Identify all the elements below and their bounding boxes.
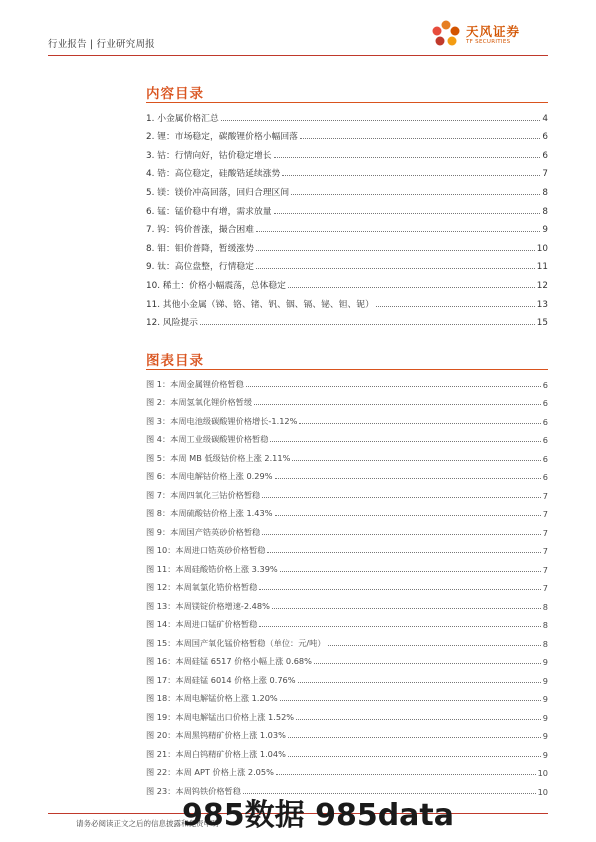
figure-entry-page-number: 6 bbox=[542, 453, 548, 464]
flower-logo-icon bbox=[430, 18, 462, 50]
figure-entry-page-number: 7 bbox=[542, 564, 548, 575]
figure-entry[interactable] bbox=[146, 741, 548, 760]
dot-leader bbox=[300, 138, 540, 139]
toc-entry-label: 4. 锆：高位稳定，硅酸锆延续涨势 bbox=[146, 169, 281, 180]
dot-leader bbox=[221, 120, 541, 121]
dot-leader bbox=[299, 423, 540, 424]
figure-entry-label: 图 17：本周硅锰 6014 价格上涨 0.76% bbox=[146, 674, 296, 685]
figure-entry-label: 图 13：本周镁锭价格增速-2.48% bbox=[146, 600, 270, 611]
figure-entry-page-number: 8 bbox=[542, 638, 548, 649]
toc-entry-label: 11. 其他小金属（锑、铬、锗、钒、铟、镉、铋、钽、铌） bbox=[146, 299, 374, 310]
figure-entry-page-number: 7 bbox=[542, 509, 548, 519]
toc-entry-label: 5. 镁：镁价冲高回落，回归合理区间 bbox=[146, 187, 290, 198]
dot-leader bbox=[292, 460, 540, 461]
lof-divider bbox=[146, 369, 548, 370]
dot-leader bbox=[274, 157, 541, 158]
figure-entry[interactable] bbox=[146, 612, 548, 631]
dot-leader bbox=[275, 515, 541, 516]
figure-entry[interactable] bbox=[146, 519, 548, 538]
lof-title: 图表目录 bbox=[146, 353, 204, 369]
figure-entry-page-number: 8 bbox=[542, 601, 548, 612]
toc-list bbox=[146, 105, 548, 328]
toc-entry-page-number: 9 bbox=[542, 225, 548, 236]
toc-entry-page-number: 7 bbox=[542, 169, 548, 180]
figure-entry[interactable] bbox=[146, 649, 548, 668]
dot-leader bbox=[280, 571, 541, 572]
dot-leader bbox=[288, 756, 541, 757]
toc-entry[interactable] bbox=[146, 179, 548, 198]
logo-subtitle: TF SECURITIES bbox=[466, 39, 511, 45]
figure-entry[interactable] bbox=[146, 593, 548, 612]
figure-entry-page-number: 6 bbox=[542, 416, 548, 427]
toc-entry[interactable] bbox=[146, 124, 548, 143]
figure-entry-label: 图 1：本周金属锂价格暂稳 bbox=[146, 378, 244, 389]
figure-entry-page-number: 7 bbox=[542, 546, 548, 556]
dot-leader bbox=[282, 175, 540, 176]
logo-name: 天风证券 bbox=[466, 24, 521, 39]
company-logo bbox=[430, 18, 548, 50]
header-breadcrumb: 行业报告 | 行业研究周报 bbox=[48, 39, 155, 50]
dot-leader bbox=[288, 737, 541, 738]
figure-entry-label: 图 15：本周国产氧化锰价格暂稳（单位：元/吨） bbox=[146, 637, 326, 648]
figure-entry-label: 图 20：本周黑钨精矿价格上涨 1.03% bbox=[146, 730, 286, 740]
figure-entry-label: 图 7：本周四氧化三钴价格暂稳 bbox=[146, 489, 261, 500]
footer-disclaimer: 请务必阅读正文之后的信息披露和免责申明 bbox=[76, 819, 219, 828]
toc-entry[interactable] bbox=[146, 142, 548, 161]
toc-entry[interactable] bbox=[146, 217, 548, 236]
figure-entry[interactable] bbox=[146, 556, 548, 575]
figure-entry[interactable] bbox=[146, 575, 548, 594]
figure-entry-label: 图 9：本周国产锆英砂价格暂稳 bbox=[146, 526, 261, 537]
toc-entry-label: 10. 稀土：价格小幅震荡，总体稳定 bbox=[146, 280, 286, 291]
dot-leader bbox=[280, 700, 541, 701]
toc-divider bbox=[146, 102, 548, 103]
toc-entry-label: 6. 锰：锰价稳中有增，需求放量 bbox=[146, 206, 272, 217]
figure-entry-page-number: 9 bbox=[542, 712, 548, 723]
toc-entry[interactable] bbox=[146, 310, 548, 329]
figure-list bbox=[146, 371, 548, 797]
toc-entry-label: 8. 钼：钼价普降，暂缓涨势 bbox=[146, 243, 254, 254]
figure-entry[interactable] bbox=[146, 482, 548, 501]
dot-leader bbox=[276, 774, 536, 775]
figure-entry-page-number: 9 bbox=[542, 694, 548, 704]
figure-entry-label: 图 5：本周 MB 低级钴价格上涨 2.11% bbox=[146, 452, 291, 463]
figure-entry-page-number: 9 bbox=[542, 657, 548, 667]
toc-entry[interactable] bbox=[146, 254, 548, 273]
toc-entry-label: 12. 风险提示 bbox=[146, 318, 198, 329]
toc-entry-page-number: 13 bbox=[536, 299, 548, 310]
toc-entry-page-number: 6 bbox=[542, 132, 548, 143]
figure-entry-page-number: 7 bbox=[542, 583, 548, 593]
dot-leader bbox=[200, 324, 535, 325]
figure-entry[interactable] bbox=[146, 427, 548, 446]
toc-entry-page-number: 11 bbox=[536, 262, 548, 273]
figure-entry-page-number: 9 bbox=[542, 749, 548, 760]
figure-entry-label: 图 8：本周硫酸钴价格上涨 1.43% bbox=[146, 508, 273, 518]
dot-leader bbox=[298, 682, 541, 683]
dot-leader bbox=[328, 645, 541, 646]
watermark: 985数据 985data bbox=[182, 798, 454, 833]
toc-entry-label: 3. 钴：行情向好，钴价稳定增长 bbox=[146, 150, 272, 161]
figure-entry[interactable] bbox=[146, 667, 548, 686]
figure-entry-label: 图 22：本周 APT 价格上涨 2.05% bbox=[146, 767, 274, 777]
figure-entry-label: 图 23：本周钨铁价格暂稳 bbox=[146, 785, 241, 796]
figure-entry[interactable] bbox=[146, 760, 548, 779]
figure-entry-page-number: 6 bbox=[542, 379, 548, 390]
dot-leader bbox=[314, 663, 541, 664]
figure-entry-label: 图 3：本周电池级碳酸锂价格增长-1.12% bbox=[146, 415, 298, 426]
dot-leader bbox=[296, 719, 541, 720]
figure-entry[interactable] bbox=[146, 445, 548, 464]
figure-entry-label: 图 21：本周白钨精矿价格上涨 1.04% bbox=[146, 748, 286, 759]
figure-entry-page-number: 9 bbox=[542, 731, 548, 741]
figure-entry[interactable] bbox=[146, 538, 548, 557]
dot-leader bbox=[259, 626, 541, 627]
figure-entry-label: 图 14：本周进口锰矿价格暂稳 bbox=[146, 619, 258, 629]
dot-leader bbox=[256, 231, 540, 232]
toc-title: 内容目录 bbox=[146, 86, 204, 102]
toc-entry-label: 7. 钨：钨价普涨，撮合困难 bbox=[146, 225, 254, 236]
toc-entry[interactable] bbox=[146, 105, 548, 124]
toc-entry-label: 2. 锂：市场稳定，碳酸锂价格小幅回落 bbox=[146, 132, 298, 143]
figure-entry-label: 图 18：本周电解锰价格上涨 1.20% bbox=[146, 693, 278, 703]
dot-leader bbox=[288, 287, 535, 288]
figure-entry[interactable] bbox=[146, 464, 548, 483]
figure-entry-page-number: 8 bbox=[542, 620, 548, 630]
toc-entry-page-number: 4 bbox=[542, 113, 548, 124]
figure-entry[interactable] bbox=[146, 408, 548, 427]
figure-entry[interactable] bbox=[146, 704, 548, 723]
toc-entry-page-number: 8 bbox=[542, 187, 548, 198]
figure-entry[interactable] bbox=[146, 390, 548, 409]
figure-entry-label: 图 16：本周硅锰 6517 价格小幅上涨 0.68% bbox=[146, 656, 312, 666]
toc-entry[interactable] bbox=[146, 198, 548, 217]
figure-entry-label: 图 12：本周氧氯化锆价格暂稳 bbox=[146, 582, 258, 592]
figure-entry-label: 图 10：本周进口锆英砂价格暂稳 bbox=[146, 545, 266, 555]
figure-entry[interactable] bbox=[146, 371, 548, 390]
toc-entry[interactable] bbox=[146, 161, 548, 180]
figure-entry-page-number: 9 bbox=[542, 675, 548, 686]
figure-entry-page-number: 6 bbox=[542, 398, 548, 408]
dot-leader bbox=[262, 534, 541, 535]
toc-entry-page-number: 12 bbox=[536, 280, 548, 291]
dot-leader bbox=[256, 250, 535, 251]
toc-entry-label: 1. 小金属价格汇总 bbox=[146, 113, 219, 124]
figure-entry-label: 图 2：本周氢氧化锂价格暂缓 bbox=[146, 397, 253, 407]
toc-entry-page-number: 10 bbox=[536, 243, 548, 254]
dot-leader bbox=[267, 552, 540, 553]
figure-entry-page-number: 10 bbox=[537, 786, 548, 797]
toc-entry[interactable] bbox=[146, 291, 548, 310]
dot-leader bbox=[274, 213, 541, 214]
toc-entry-page-number: 8 bbox=[542, 206, 548, 217]
figure-entry-label: 图 6：本周电解钴价格上涨 0.29% bbox=[146, 471, 273, 481]
figure-entry-page-number: 6 bbox=[542, 435, 548, 445]
dot-leader bbox=[270, 441, 540, 442]
figure-entry-page-number: 7 bbox=[542, 527, 548, 538]
figure-entry-label: 图 11：本周硅酸锆价格上涨 3.39% bbox=[146, 563, 278, 574]
dot-leader bbox=[376, 306, 535, 307]
figure-entry-page-number: 10 bbox=[537, 768, 548, 778]
figure-entry-page-number: 7 bbox=[542, 490, 548, 501]
toc-entry[interactable] bbox=[146, 272, 548, 291]
dot-leader bbox=[262, 497, 541, 498]
figure-entry[interactable] bbox=[146, 686, 548, 705]
toc-entry-page-number: 6 bbox=[542, 150, 548, 161]
figure-entry[interactable] bbox=[146, 723, 548, 742]
toc-entry-page-number: 15 bbox=[536, 318, 548, 329]
toc-entry-label: 9. 钛：高位盘整，行情稳定 bbox=[146, 262, 254, 273]
dot-leader bbox=[246, 386, 541, 387]
header-divider bbox=[48, 55, 548, 56]
dot-leader bbox=[291, 194, 540, 195]
dot-leader bbox=[272, 608, 541, 609]
figure-entry-label: 图 19：本周电解锰出口价格上涨 1.52% bbox=[146, 711, 295, 722]
figure-entry-label: 图 4：本周工业级碳酸锂价格暂稳 bbox=[146, 434, 269, 444]
toc-entry[interactable] bbox=[146, 235, 548, 254]
figure-entry[interactable] bbox=[146, 501, 548, 520]
figure-entry[interactable] bbox=[146, 630, 548, 649]
figure-entry-page-number: 6 bbox=[542, 472, 548, 482]
dot-leader bbox=[259, 589, 541, 590]
dot-leader bbox=[275, 478, 541, 479]
dot-leader bbox=[254, 404, 541, 405]
dot-leader bbox=[256, 268, 535, 269]
